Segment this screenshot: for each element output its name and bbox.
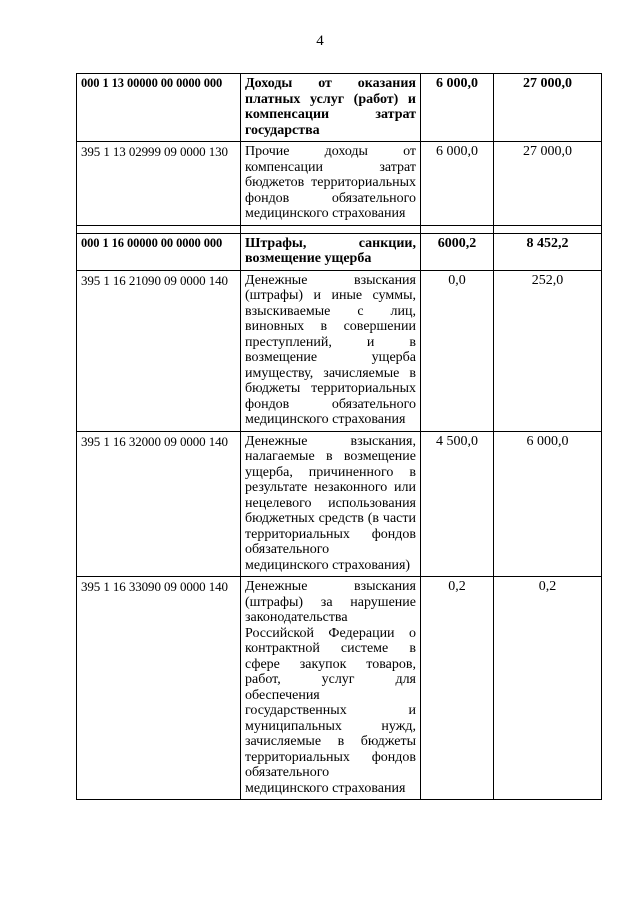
revenue-name-cell: Штрафы, санкции, возмещение ущерба: [241, 233, 421, 270]
spacer-row: [77, 225, 602, 233]
amount-second-cell: 0,2: [494, 577, 602, 800]
budget-code-cell: 395 1 13 02999 09 0000 130: [77, 142, 241, 226]
revenue-name-cell: Денежные взыскания (штрафы) и иные суммы, взыскиваемые с лиц, виновных в совершении преступлений, и в возмещение ущерба имуществу, зачисляемые в бюджеты территориальных фондов обязательного медицинского страхования: [241, 270, 421, 431]
spacer-cell: [241, 225, 421, 233]
revenue-name-cell: Денежные взыскания (штрафы) за нарушение законодательства Российской Федерации о контрактной системе в сфере закупок товаров, работ, услуг для обеспечения государственных и муниципальных нужд, зачисляемые в бюджеты территориальных фондов обязательного медицинского страхования: [241, 577, 421, 800]
spacer-cell: [494, 225, 602, 233]
table-row: [77, 233, 602, 270]
revenue-name-cell: Прочие доходы от компенсации затрат бюджетов территориальных фондов обязательного медицинского страхования: [241, 142, 421, 226]
revenue-name-cell: Доходы от оказания платных услуг (работ) и компенсации затрат государства: [241, 74, 421, 142]
amount-second-cell: 8 452,2: [494, 233, 602, 270]
table-row: [77, 270, 602, 431]
budget-code-cell: 000 1 16 00000 00 0000 000: [77, 233, 241, 270]
amount-first-cell: 6 000,0: [421, 74, 494, 142]
amount-second-cell: 6 000,0: [494, 431, 602, 577]
budget-code-cell: 395 1 16 21090 09 0000 140: [77, 270, 241, 431]
table-row: [77, 577, 602, 800]
budget-code-cell: 000 1 13 00000 00 0000 000: [77, 74, 241, 142]
amount-first-cell: 0,2: [421, 577, 494, 800]
amount-first-cell: 6 000,0: [421, 142, 494, 226]
amount-second-cell: 27 000,0: [494, 142, 602, 226]
budget-revenue-table: [76, 73, 602, 800]
spacer-cell: [421, 225, 494, 233]
amount-first-cell: 0,0: [421, 270, 494, 431]
amount-first-cell: 6000,2: [421, 233, 494, 270]
amount-second-cell: 252,0: [494, 270, 602, 431]
amount-second-cell: 27 000,0: [494, 74, 602, 142]
budget-code-cell: 395 1 16 33090 09 0000 140: [77, 577, 241, 800]
amount-first-cell: 4 500,0: [421, 431, 494, 577]
table-row: [77, 142, 602, 226]
table-row: [77, 431, 602, 577]
revenue-name-cell: Денежные взыскания, налагаемые в возмещение ущерба, причиненного в результате незаконного или нецелевого использования бюджетных средств (в части территориальных фондов обязательного медицинского страхования): [241, 431, 421, 577]
page-number: 4: [316, 33, 324, 49]
budget-code-cell: 395 1 16 32000 09 0000 140: [77, 431, 241, 577]
spacer-cell: [77, 225, 241, 233]
table-row: [77, 74, 602, 142]
